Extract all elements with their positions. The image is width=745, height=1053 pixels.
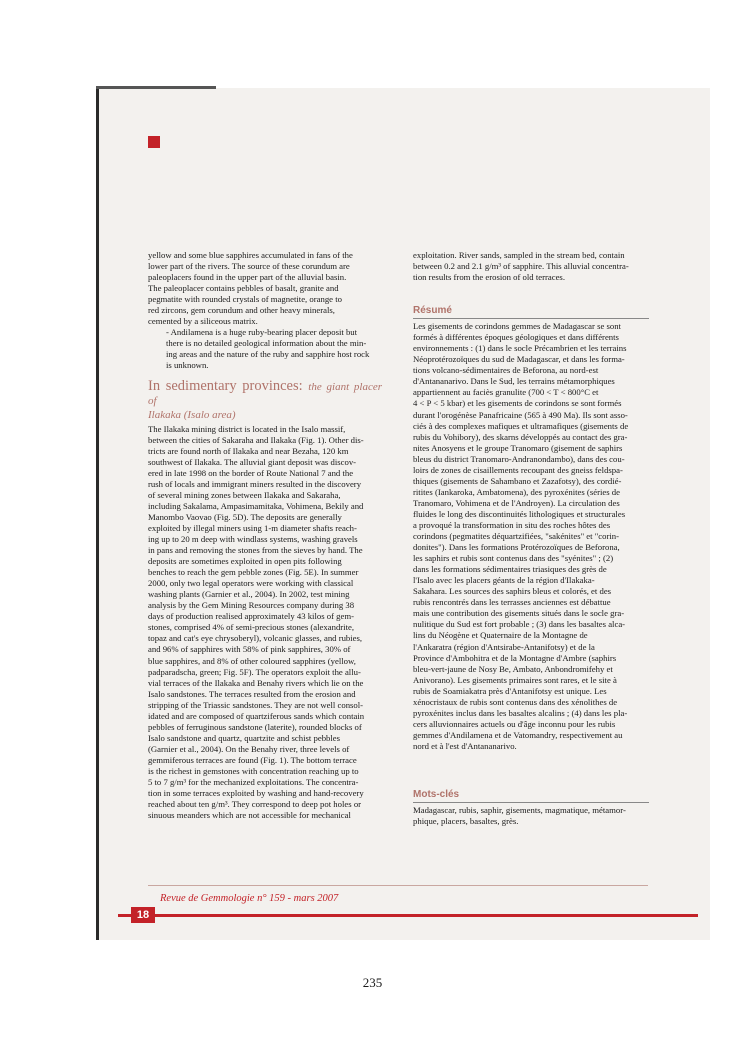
text-line: (Garnier et al., 2004). On the Benahy river, three levels of	[148, 743, 350, 754]
section-title-italic-1: the giant placer of	[148, 380, 382, 407]
text-line: nord et à l'est d'Antananarivo.	[413, 740, 517, 751]
text-line: corindons (pegmatites déquartzifiées, "sakénites" et "corin-	[413, 531, 620, 542]
text-line: Isalo sandstone and quartz, quartzite and schist pebbles	[148, 732, 341, 743]
journal-page-badge: 18	[131, 907, 155, 923]
text-line: padparadscha, green; Fig. 5F). The operators exploit the allu-	[148, 666, 361, 677]
text-line: formés à différentes époques géologiques et dans différents	[413, 332, 619, 343]
text-line: Province d'Ambohitra et de la Montagne d'Ambre (saphirs	[413, 652, 617, 663]
text-line: analysis by the Gem Mining Resources company during 38	[148, 600, 355, 611]
text-line: Tranomaro, Vohimena et de l'Androyen). La circulation des	[413, 497, 620, 508]
text-line: tion results from the erosion of old terraces.	[413, 272, 565, 283]
journal-citation: Revue de Gemmologie n° 159 - mars 2007	[160, 893, 339, 904]
text-line: durant l'orogénèse Panafricaine (565 à 490 Ma). Ils sont asso-	[413, 409, 628, 420]
text-line: cers alluvionnaires actuels ou d'âge inconnu pour les rubis	[413, 718, 616, 729]
text-line: Les gisements de corindons gemmes de Madagascar se sont	[413, 321, 621, 332]
text-line: nulitique du Sud est fort probable ; (3) dans les basaltes alca-	[413, 619, 626, 630]
text-line: sinuous meanders which are not accessible for mechanical	[148, 810, 351, 821]
keywords-paragraph	[413, 805, 649, 827]
text-line: benches to reach the gem pebble zones (Fig. 5E). In summer	[148, 567, 359, 578]
text-line: rush of locals and immigrant miners resulted in the discovery	[148, 478, 362, 489]
text-line: l'Isalo avec les placers géants de la région d'Ilakaka-	[413, 575, 595, 586]
text-line: rubis de Soamiakatra près d'Antanifotsy est unique. Les	[413, 685, 607, 696]
text-line: and 96% of sapphires with 58% of pink sapphires, 30% of	[148, 644, 351, 655]
text-line: exploitation. River sands, sampled in the stream bed, contain	[413, 250, 625, 260]
andilamena-bullet	[148, 327, 382, 371]
exploitation-paragraph	[413, 250, 649, 283]
text-line: of several mining zones between Ilakaka and Sakaraha,	[148, 489, 341, 500]
page-number: 235	[362, 975, 383, 990]
text-line: loirs de zones de cisaillements recoupant des gneiss feldspa-	[413, 464, 623, 475]
text-line: Manombo Vaovao (Fig. 5D). The deposits are generally	[148, 511, 342, 522]
text-line: in pans and removing the stones from the sieves by hand. The	[148, 545, 363, 556]
text-line: gemmiferous terraces are found (Fig. 1). The bottom terrace	[148, 754, 357, 765]
keywords-heading: Mots-clés	[413, 788, 460, 800]
text-line: tricts are found north of Ilakaka and near Bezaha, 120 km	[148, 445, 349, 456]
text-line: tion in some terraces exploited by washing and hand-recovery	[148, 788, 364, 799]
text-line: - Andilamena is a huge ruby-bearing placer deposit but	[166, 327, 358, 338]
text-line: environnements : (1) dans le socle Précambrien et les terrains	[413, 343, 627, 354]
resume-paragraph	[413, 321, 649, 752]
text-line: thiques (gisements de Sahambano et Zazafotsy), des cordié-	[413, 475, 622, 486]
section-title	[148, 377, 382, 422]
text-line: topaz and cat's eye chrysoberyl), volcanic glasses, and rubies,	[148, 633, 363, 644]
text-line: The paleoplacer contains pebbles of basalt, granite and	[148, 283, 339, 294]
text-line: tions volcano-sédimentaires de Beforona, au nord-est	[413, 365, 599, 376]
resume-heading: Résumé	[413, 305, 452, 317]
keywords-rule	[413, 802, 649, 803]
left-column	[148, 250, 382, 821]
text-line: vial terraces of the Ilakaka and Benahy rivers which lie on the	[148, 677, 364, 688]
footer-rule	[148, 885, 648, 886]
text-line: fluides le long des discontinuités lithologiques et structurales	[413, 508, 626, 519]
text-line: l'Ankaratra (région d'Antsirabe-Antanifotsy) et de la	[413, 641, 595, 652]
text-line: bleu-vert-jaune de Nosy Be, Ambato, Anbondromifehy et	[413, 663, 613, 674]
text-line: pyroxénites inclus dans les basaltes alcalins ; (4) dans les pla-	[413, 707, 628, 718]
text-line: 4 < P < 5 kbar) et les gisements de corindons se sont formés	[413, 398, 622, 409]
text-line: is unknown.	[166, 360, 209, 371]
text-line: Sakahara. Les sources des saphirs bleus et colorés, et des	[413, 586, 612, 597]
text-line: blue sapphires, and 8% of other coloured sapphires (yellow,	[148, 655, 356, 666]
text-line: Isalo sandstones. The terraces resulted from the erosion and	[148, 688, 356, 699]
text-line: deposits are sometimes exploited in open pits following	[148, 556, 342, 567]
text-line: dans les formations sédimentaires triasiques des grès de	[413, 564, 607, 575]
text-line: d'Antananarivo. Dans le Sud, les terrains métamorphiques	[413, 376, 615, 387]
text-line: nites Anosyens et le groupe Tranomaro (gisement de saphirs	[413, 442, 623, 453]
text-line: washing plants (Garnier et al., 2004). In 2002, test mining	[148, 589, 350, 600]
text-line: including Sakalama, Ampasimamitaka, Vohimena, Bekily and	[148, 500, 364, 511]
text-line: 2000, only two legal operators were working with classical	[148, 578, 354, 589]
scan-edge	[96, 86, 216, 89]
text-line: gemmes d'Andilamena et de Vatomandry, respectivement au	[413, 729, 623, 740]
text-line: Néoprotérozoïques du sud de Madagascar, et dans les forma-	[413, 354, 625, 365]
text-line: ing areas and the nature of the ruby and sapphire host rock	[166, 349, 370, 360]
text-line: Anivorano). Les gisements primaires sont rares, et le site à	[413, 674, 617, 685]
text-line: bleus du district Tranomaro-Andranondambo), dans des cou-	[413, 453, 625, 464]
text-line: ered in late 1998 on the border of Route National 7 and the	[148, 467, 354, 478]
text-line: cemented by a siliceous matrix.	[148, 316, 258, 327]
section-marker-square	[148, 136, 160, 148]
text-line: 5 to 7 g/m³ for the mechanized exploitations. The concentra-	[148, 777, 359, 788]
text-line: a provoqué la transformation in situ des roches hôtes des	[413, 519, 611, 530]
text-line: The Ilakaka mining district is located in the Isalo massif,	[148, 423, 346, 434]
text-line: appartiennent au faciès granulite (700 < T < 800°C et	[413, 387, 599, 398]
text-line: between 0.2 and 2.1 g/m³ of sapphire. This alluvial concentra-	[413, 261, 629, 272]
text-line: les saphirs et rubis sont contenus dans des "syénites" ; (2)	[413, 553, 614, 564]
text-line: southwest of Ilakaka. The alluvial giant deposit was discov-	[148, 456, 357, 467]
text-line: ritites (Iankaroka, Ambatomena), des pyroxénites (séries de	[413, 486, 620, 497]
text-line: mais une contribution des gisements situés dans le socle gra-	[413, 608, 625, 619]
text-line: days of production realised approximately 43 kilos of gem-	[148, 611, 355, 622]
text-line: pebbles of ferruginous sandstone (laterite), rounded blocks of	[148, 721, 362, 732]
right-column	[413, 250, 649, 827]
text-line: lower part of the rivers. The source of these corundum are	[148, 261, 350, 272]
text-line: yellow and some blue sapphires accumulated in fans of the	[148, 250, 353, 260]
text-line: idated and are composed of quartziferous sands which contain	[148, 710, 365, 721]
section-title-italic-2: Ilakaka (Isalo area)	[148, 408, 236, 421]
text-line: donites"). Dans les formations Protérozoïques de Beforona,	[413, 542, 620, 553]
text-line: there is no detailed geological information about the min-	[166, 338, 367, 349]
resume-rule	[413, 318, 649, 319]
text-line: red zircons, gem corundum and other heavy minerals,	[148, 305, 335, 316]
text-line: stripping of the Triassic sandstones. They are not well consol-	[148, 699, 364, 710]
text-line: rubis du Vohibory), des skarns développés au contact des gra-	[413, 431, 628, 442]
text-line: Madagascar, rubis, saphir, gisements, magmatique, métamor-	[413, 804, 626, 815]
text-line: exploited by illegal miners using 1-m diameter shafts reach-	[148, 522, 357, 533]
text-line: rubis rencontrés dans les terrasses anciennes est débattue	[413, 597, 611, 608]
text-line: paleoplacers found in the upper part of the alluvial basin.	[148, 272, 347, 283]
text-line: lins du Néogène et Quaternaire de la Montagne de	[413, 630, 588, 641]
text-line: stones, comprised 4% of semi-precious stones (alexandrite,	[148, 622, 355, 633]
text-line: ciés à des complexes mafiques et ultramafiques (gisements de	[413, 420, 629, 431]
ilakaka-paragraph	[148, 424, 382, 822]
text-line: is the richest in gemstones with concentration reaching up to	[148, 765, 359, 776]
text-line: phique, placers, basaltes, grès.	[413, 816, 519, 827]
intro-paragraph	[148, 250, 382, 327]
text-line: reached about ten g/m³. They correspond to deep pot holes or	[148, 799, 362, 810]
text-line: between the cities of Sakaraha and Ilakaka (Fig. 1). Other dis-	[148, 434, 364, 445]
text-line: ing up to 20 m deep with windlass systems, washing gravels	[148, 533, 358, 544]
text-line: xénocristaux de rubis sont contenus dans des xénolithes de	[413, 696, 618, 707]
text-line: pegmatite with rounded crystals of magnetite, orange to	[148, 294, 342, 305]
footer-bar	[118, 914, 698, 917]
section-title-main: In sedimentary provinces:	[148, 377, 309, 394]
